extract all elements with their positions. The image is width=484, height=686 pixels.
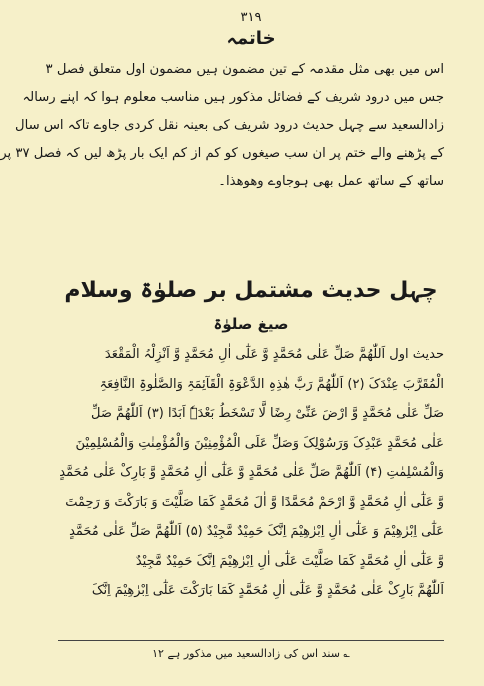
hadith-line: حدیث اول اَللّٰھُمَّ صَلِّ عَلٰی مُحَمَّدٍ وَّ عَلٰٓی اٰلِ مُحَمَّدٍ وَّ اَنْزِلْہُ الْمَقْعَدَ xyxy=(104,347,444,362)
intro-line: ساتھ کے ساتھ عمل بھی ہوجاوے وھوھذا۔ xyxy=(218,174,444,189)
sub-heading: صیغ صلوٰۃ xyxy=(213,315,289,333)
intro-paragraph xyxy=(0,56,444,196)
hadith-line: وَالْمُسْلِمٰتِ (۴) اَللّٰھُمَّ صَلِّ عَلٰی مُحَمَّدٍ وَّ عَلٰٓی اٰلِ مُحَمَّدٍ وَّ بَارِکْ عَلٰی مُحَمَّدٍ xyxy=(59,465,444,480)
footnote-divider xyxy=(58,640,444,641)
hadith-line: عَلٰٓی اِبْرٰھِیْمَ وَ عَلٰٓی اٰلِ اِبْرٰھِیْمَ اِنَّکَ حَمِیْدٌ مَّجِیْدٌ (۵) اَللّٰھُمَّ صَلِّ عَلٰی مُحَمَّدٍ xyxy=(69,524,444,539)
hadith-line: اَللّٰھُمَّ بَارِکْ عَلٰی مُحَمَّدٍ وَّ عَلٰٓی اٰلِ مُحَمَّدٍ کَمَا بَارَکْتَ عَلٰٓی اِبْرٰھِیْمَ اِنَّکَ xyxy=(91,583,444,598)
intro-line: اس میں بھی مثل مقدمہ کے تین مضمون ہیں مضمون اول متعلق فصل ۳ xyxy=(45,62,444,77)
hadith-line: وَّ عَلٰٓی اٰلِ مُحَمَّدٍ وَّ ارْحَمْ مُحَمَّدًا وَّ اٰلَ مُحَمَّدٍ کَمَا صَلَّیْتَ وَ بَارَکْتَ وَ رَحِمْتَ xyxy=(65,494,444,510)
hadith-line: عَلٰی مُحَمَّدٍ عَبْدِکَ وَرَسُوْلِکَ وَصَلِّ عَلَی الْمُؤْمِنِیْنَ وَالْمُؤْمِنٰتِ وَالْمُسْلِمِیْنَ xyxy=(75,435,444,451)
hadith-line: صَلِّ عَلٰی مُحَمَّدٍ وَّ ارْضَ عَنِّیْ رِضًا لَّا تَسْخَطُ بَعْدَہٗ اَبَدًا (۳) اَللّٰھُمَّ صَلِّ xyxy=(91,406,444,421)
chapter-heading: چہل حدیث مشتمل بر صلوٰۃ وسلام xyxy=(64,278,438,303)
page-content xyxy=(0,10,444,670)
intro-line: جس میں درود شریف کے فضائل مذکور ہیں مناسب معلوم ہوا کہ اپنے رسالہ xyxy=(22,90,444,105)
hadith-line: الْمُقَرَّبَ عِنْدَکَ (۲) اَللّٰھُمَّ رَبَّ ھٰذِہِ الدَّعْوَۃِ الْقَآئِمَۃِ وَالصَّلٰوۃِ النَّافِعَۃِ xyxy=(99,376,444,392)
hadith-text xyxy=(58,340,444,606)
intro-line: زادالسعید سے چہل حدیث درود شریف کی بعینہ نقل کردی جاوے تاکہ اس سال xyxy=(14,118,444,133)
footnote: ؎ سند اس کی زادالسعید میں مذکور ہے ۱۲ xyxy=(152,647,350,660)
section-title: خاتمہ xyxy=(226,28,276,49)
page-number: ۳۱۹ xyxy=(240,10,262,25)
intro-line: کے پڑھنے والے ختم پر ان سب صیغوں کو کم از کم ایک بار پڑھ لیں کہ فصل ۳۷ پر xyxy=(0,146,444,161)
hadith-line: وَّ عَلٰٓی اٰلِ مُحَمَّدٍ کَمَا صَلَّیْتَ عَلٰٓی اٰلِ اِبْرٰھِیْمَ اِنَّکَ حَمِیْدٌ مَّجِیْدٌ xyxy=(135,553,444,569)
